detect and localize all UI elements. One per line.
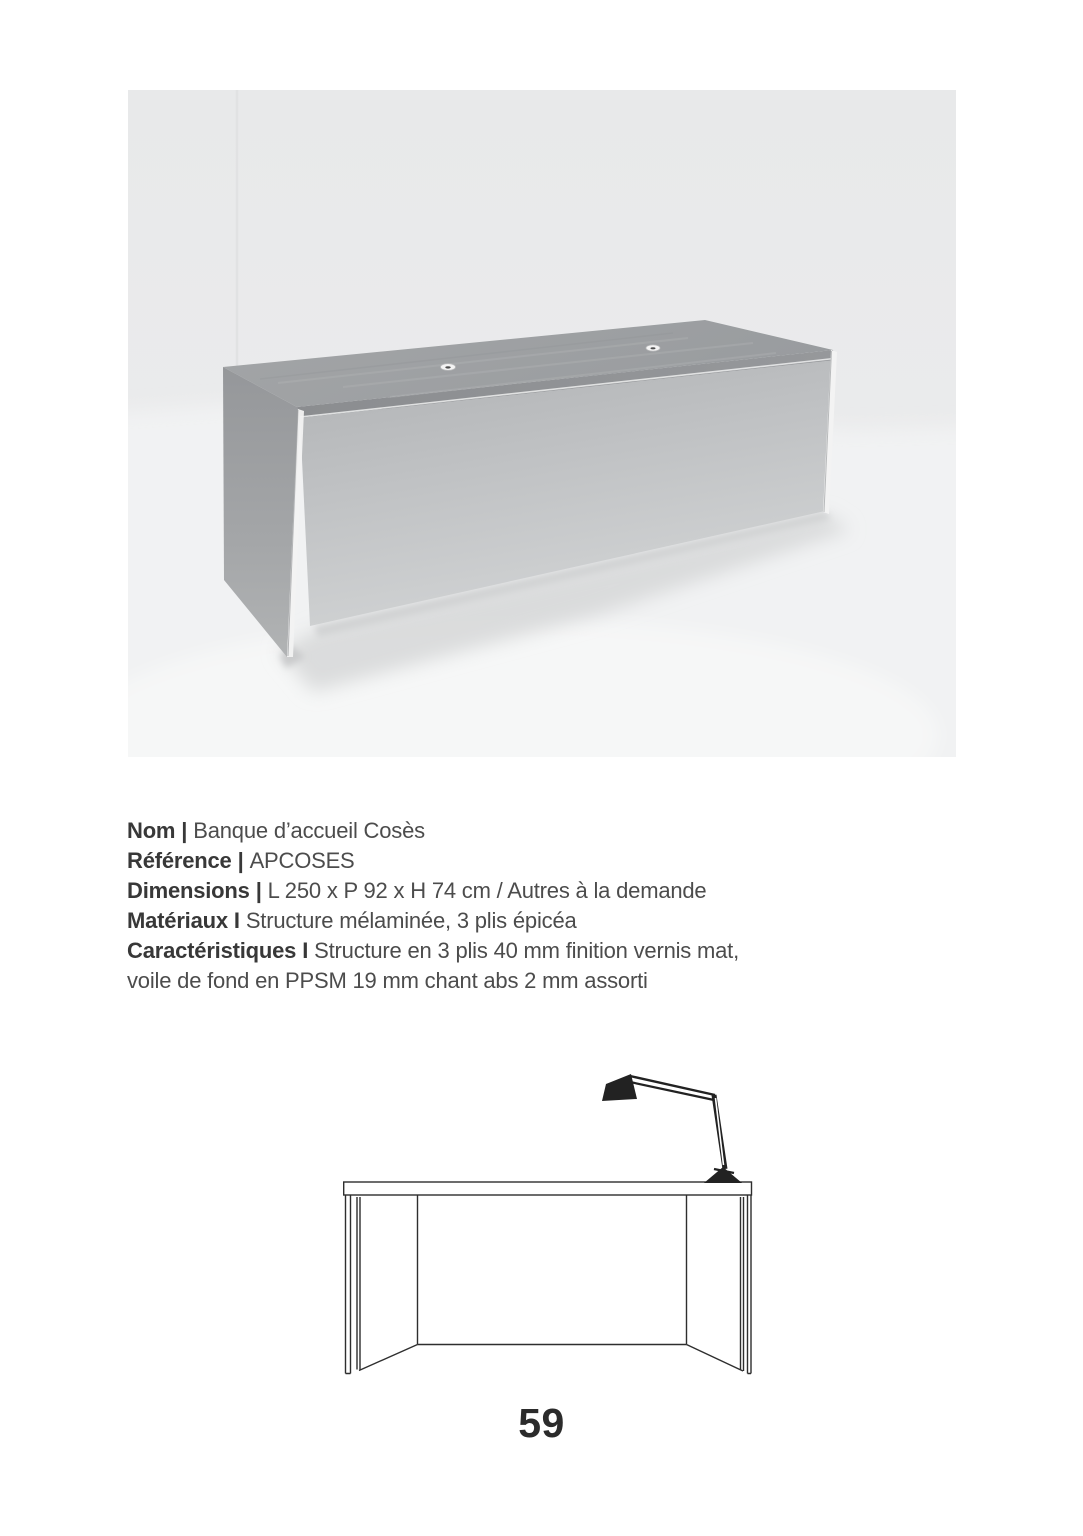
product-photo bbox=[128, 90, 956, 757]
spec-separator: | bbox=[181, 818, 188, 843]
desk-line-drawing bbox=[330, 1052, 762, 1387]
spec-row-caracteristiques bbox=[127, 936, 863, 996]
spec-value: Structure mélaminée, 3 plis épicéa bbox=[245, 908, 577, 933]
spec-row-materiaux bbox=[127, 906, 863, 936]
spec-value: Structure en 3 plis 40 mm finition vernis mat, bbox=[314, 938, 740, 963]
spec-value: L 250 x P 92 x H 74 cm / Autres à la demande bbox=[267, 878, 707, 903]
page-number: 59 bbox=[518, 1400, 565, 1446]
spec-separator: I bbox=[302, 938, 309, 963]
spec-value-line2: voile de fond en PPSM 19 mm chant abs 2 mm assorti bbox=[127, 968, 648, 993]
spec-separator: | bbox=[255, 878, 262, 903]
product-specs bbox=[127, 816, 863, 996]
spec-row-nom bbox=[127, 816, 863, 846]
spec-label: Matériaux bbox=[127, 908, 228, 933]
spec-label: Nom bbox=[127, 818, 176, 843]
spec-separator: | bbox=[237, 848, 244, 873]
spec-separator: I bbox=[233, 908, 240, 933]
spec-row-reference bbox=[127, 846, 863, 876]
desk-outline bbox=[344, 1182, 752, 1374]
spec-label: Référence bbox=[127, 848, 232, 873]
desk-render-image bbox=[128, 90, 956, 757]
spec-row-dimensions bbox=[127, 876, 863, 906]
technical-drawing bbox=[330, 1052, 762, 1387]
desk-lamp-icon bbox=[602, 1074, 742, 1183]
spec-label: Caractéristiques bbox=[127, 938, 297, 963]
spec-value: Banque d’accueil Cosès bbox=[193, 818, 425, 843]
spec-value: APCOSES bbox=[249, 848, 355, 873]
spec-label: Dimensions bbox=[127, 878, 250, 903]
